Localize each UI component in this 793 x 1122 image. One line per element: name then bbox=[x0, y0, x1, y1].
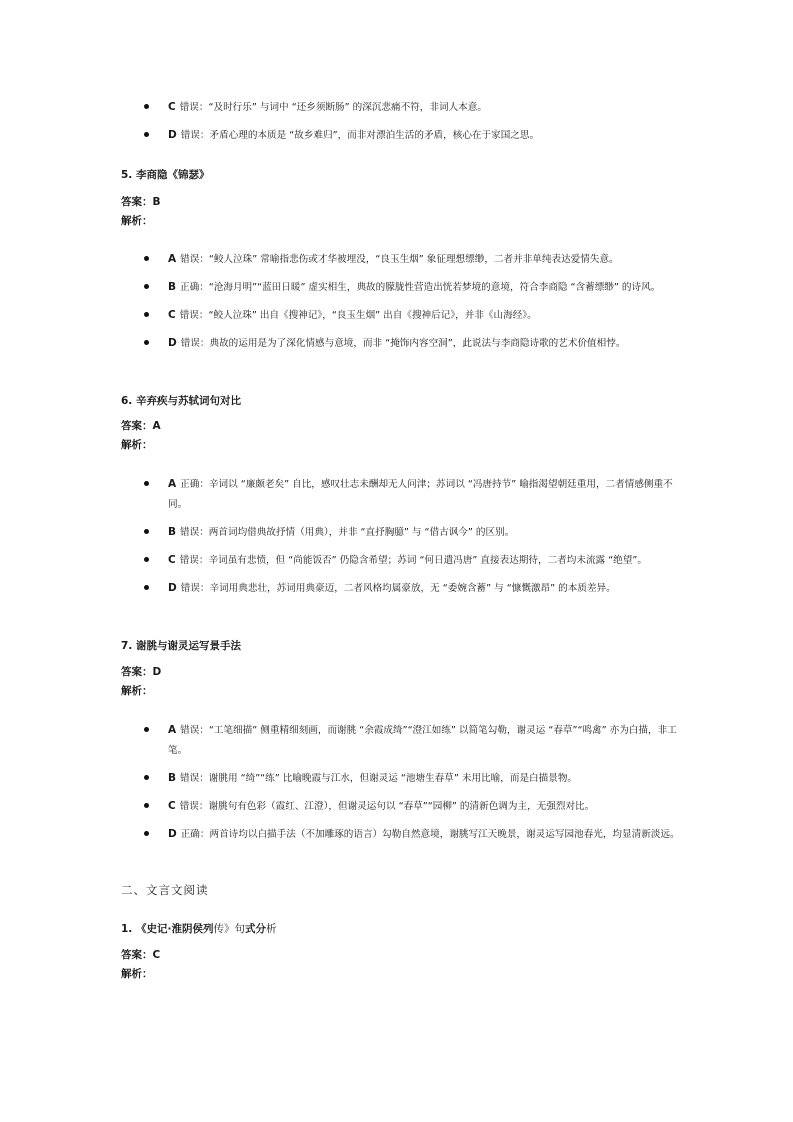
option-list bbox=[142, 249, 682, 361]
bullet-icon bbox=[144, 481, 149, 486]
option-list bbox=[142, 720, 682, 852]
bullet-icon bbox=[144, 132, 149, 137]
option-text: 错误：谢朓用 “绮”“练” 比喻晚霞与江水，但谢灵运 “池塘生春草” 未用比喻，而是白描景物。 bbox=[180, 773, 578, 784]
option-text: 错误：“鲛人泣珠” 常喻指悲伤或才华被埋没，“良玉生烟” 象征理想缥缈，二者并非单纯表达爱情失意。 bbox=[180, 254, 619, 265]
option-item bbox=[142, 720, 682, 761]
option-item bbox=[142, 97, 682, 118]
bullet-icon bbox=[144, 585, 149, 590]
option-item bbox=[142, 125, 682, 146]
option-text: 错误：“工笔细描” 侧重精细刻画，而谢朓 “余霞成绮”“澄江如练” 以简笔勾勒，谢灵运 “春草”“鸣禽” 亦为白描，非工笔。 bbox=[168, 725, 677, 756]
answer-line: 答案：C bbox=[121, 949, 161, 961]
option-letter: B bbox=[168, 281, 177, 293]
bullet-icon bbox=[144, 803, 149, 808]
analysis-label: 解析： bbox=[121, 968, 153, 980]
option-text: 正确：“沧海月明”“蓝田日暖” 虚实相生，典故的朦胧性营造出恍若梦境的意境，符合李商隐 “含蓄缥缈” 的诗风。 bbox=[180, 282, 661, 293]
bullet-icon bbox=[144, 775, 149, 780]
option-text: 错误：谢朓句有色彩（霞红、江澄），但谢灵运句以 “春草”“园柳” 的清新色调为主，无强烈对比。 bbox=[179, 801, 595, 812]
option-letter: D bbox=[168, 337, 177, 349]
option-text: 错误：典故的运用是为了深化情感与意境，而非 “掩饰内容空洞”，此说法与李商隐诗歌的艺术价值相悖。 bbox=[180, 338, 626, 349]
heading-bold-part: 式分 bbox=[244, 923, 266, 935]
heading-suffix: 析 bbox=[265, 923, 277, 935]
bullet-icon bbox=[144, 831, 149, 836]
analysis-label: 解析： bbox=[121, 439, 153, 451]
option-text: 正确：两首诗均以白描手法（不加雕琢的语言）勾勒自然意境，谢朓写江天晚景，谢灵运写园池春光，均显清新淡远。 bbox=[180, 829, 680, 840]
option-item bbox=[142, 550, 682, 571]
answer-line: 答案：D bbox=[121, 666, 162, 678]
option-letter: C bbox=[168, 101, 176, 113]
bullet-icon bbox=[144, 557, 149, 562]
option-text: 错误：矛盾心理的本质是 “故乡难归”，而非对漂泊生活的矛盾，核心在于家国之思。 bbox=[180, 130, 540, 141]
option-text: 错误：“及时行乐” 与词中 “还乡须断肠” 的深沉悲痛不符，非词人本意。 bbox=[179, 102, 487, 113]
option-text: 错误：“鲛人泣珠” 出自《搜神记》，“良玉生烟” 出自《搜神后记》，并非《山海经》。 bbox=[179, 310, 537, 321]
heading-bold-part: 淮阴侯列 bbox=[171, 923, 214, 935]
heading-mid: 传》句 bbox=[213, 923, 245, 935]
question-heading: 7. 谢朓与谢灵运写景手法 bbox=[121, 640, 241, 652]
option-item bbox=[142, 824, 682, 845]
section-title: 二、文言文阅读 bbox=[121, 883, 209, 897]
option-letter: C bbox=[168, 309, 176, 321]
option-letter: A bbox=[168, 478, 177, 490]
option-item bbox=[142, 796, 682, 817]
bullet-icon bbox=[144, 312, 149, 317]
bullet-icon bbox=[144, 340, 149, 345]
answer-line: 答案：B bbox=[121, 196, 161, 208]
question-heading: 6. 辛弃疾与苏轼词句对比 bbox=[121, 395, 241, 407]
bullet-icon bbox=[144, 104, 149, 109]
bullet-icon bbox=[144, 284, 149, 289]
option-letter: B bbox=[168, 526, 177, 538]
question-heading bbox=[121, 921, 276, 936]
option-text: 错误：两首词均借典故抒情（用典），并非 “直抒胸臆” 与 “借古讽今” 的区别。 bbox=[180, 527, 515, 538]
option-text: 错误：辛词用典悲壮，苏词用典豪迈，二者风格均属豪放，无 “委婉含蓄” 与 “慷慨激昂” 的本质差异。 bbox=[180, 583, 616, 594]
option-item bbox=[142, 277, 682, 298]
option-letter: A bbox=[168, 253, 177, 265]
bullet-icon bbox=[144, 727, 149, 732]
option-item bbox=[142, 333, 682, 354]
option-text: 错误：辛词虽有悲愤，但 “尚能饭否” 仍隐含希望；苏词 “何日遣冯唐” 直接表达期待，二者均未流露 “绝望”。 bbox=[179, 555, 647, 566]
option-item bbox=[142, 249, 682, 270]
option-letter: D bbox=[168, 129, 177, 141]
option-letter: B bbox=[168, 772, 177, 784]
option-item bbox=[142, 578, 682, 599]
option-item bbox=[142, 305, 682, 326]
question-heading: 5. 李商隐《锦瑟》 bbox=[121, 169, 210, 181]
analysis-label: 解析： bbox=[121, 685, 153, 697]
answer-line: 答案：A bbox=[121, 420, 161, 432]
option-text: 正确：辛词以 “廉颇老矣” 自比，感叹壮志未酬却无人问津；苏词以 “冯唐持节” 喻指渴望朝廷重用，二者情感侧重不同。 bbox=[168, 479, 673, 510]
option-list bbox=[142, 97, 682, 153]
option-item bbox=[142, 474, 682, 515]
option-letter: A bbox=[168, 724, 177, 736]
option-letter: D bbox=[168, 582, 177, 594]
option-letter: C bbox=[168, 554, 176, 566]
option-list bbox=[142, 474, 682, 606]
heading-prefix: 1. 《史记· bbox=[121, 923, 172, 935]
option-item bbox=[142, 768, 682, 789]
analysis-label: 解析： bbox=[121, 215, 153, 227]
option-item bbox=[142, 522, 682, 543]
option-letter: D bbox=[168, 828, 177, 840]
option-letter: C bbox=[168, 800, 176, 812]
bullet-icon bbox=[144, 529, 149, 534]
bullet-icon bbox=[144, 256, 149, 261]
